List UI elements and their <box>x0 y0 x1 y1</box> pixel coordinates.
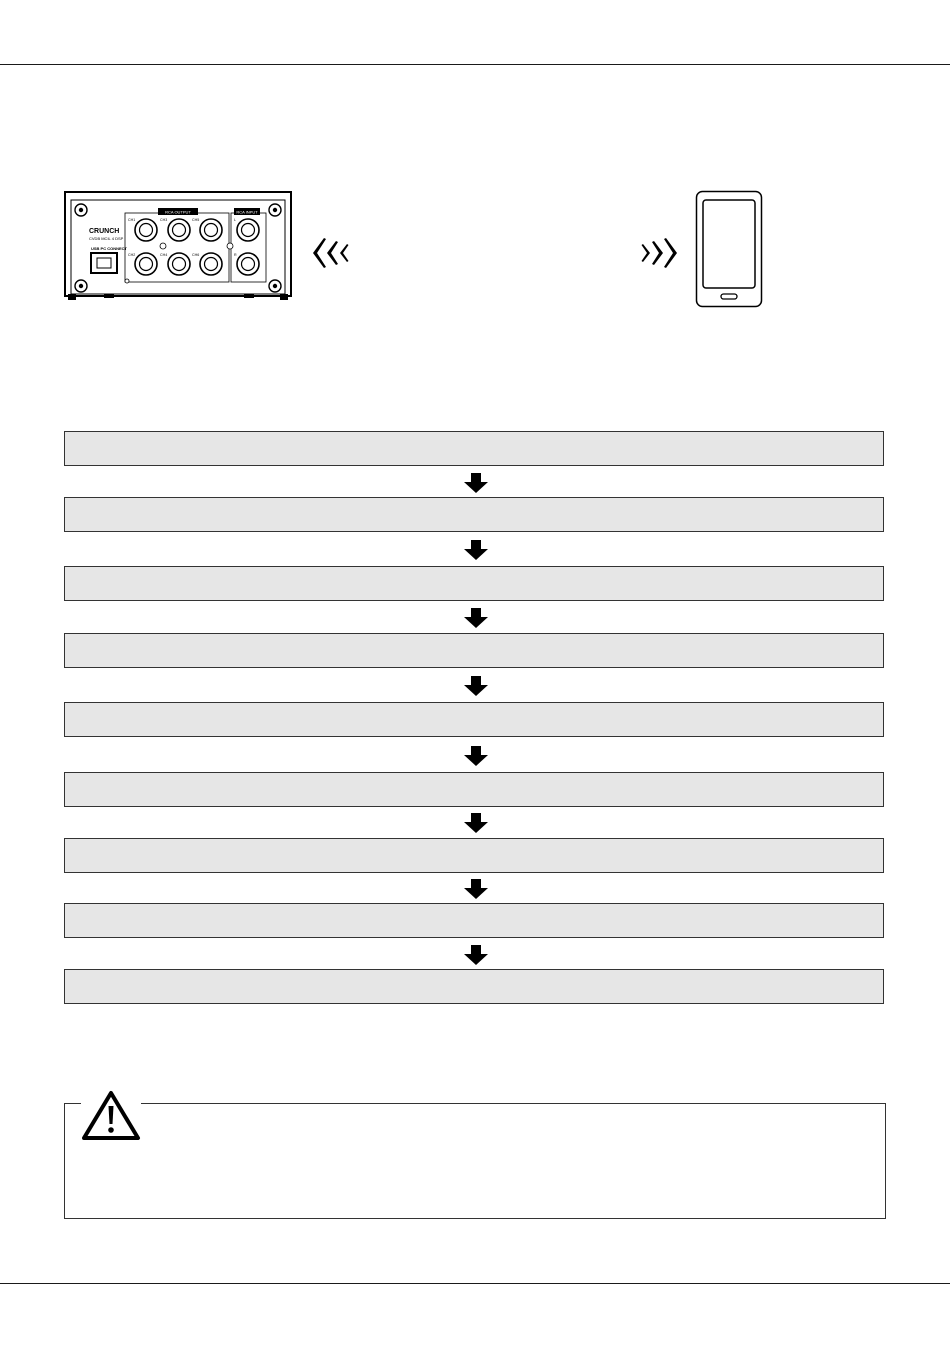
arrow-down-icon <box>464 945 488 965</box>
arrow-down-icon <box>464 676 488 696</box>
arrow-down-icon <box>464 746 488 766</box>
amp-port-label: CH3 <box>160 218 168 222</box>
smartphone-icon <box>695 190 765 308</box>
amp-port-label: CH1 <box>128 218 136 222</box>
amp-rca-output-label: RCA OUTPUT <box>165 209 191 215</box>
warning-box <box>64 1103 886 1219</box>
flow-step-3 <box>64 566 884 601</box>
amp-port-label: CH2 <box>128 253 136 257</box>
arrow-down-icon <box>464 813 488 833</box>
bottom-rule <box>0 1283 950 1284</box>
flow-step-1 <box>64 431 884 466</box>
arrow-down-icon <box>464 540 488 560</box>
amp-brand: CRUNCH <box>89 228 120 235</box>
arrow-down-icon <box>464 879 488 899</box>
amp-port-label: CH6 <box>192 253 200 257</box>
amp-rca-input-label: RCA INPUT <box>236 209 258 215</box>
flow-step-6 <box>64 772 884 807</box>
amp-usb-label: USB PC CONNECT <box>91 246 128 251</box>
flow-step-2 <box>64 497 884 532</box>
amp-port-label: CH4 <box>160 253 168 257</box>
top-rule <box>0 64 950 65</box>
triple-chevron-left-icon <box>310 236 360 270</box>
flow-step-9 <box>64 969 884 1004</box>
triple-chevron-right-icon <box>630 236 680 270</box>
amp-input-label: L <box>234 218 236 222</box>
flow-step-5 <box>64 702 884 737</box>
flow-step-7 <box>64 838 884 873</box>
amp-model: CVDB MCIL 4 DSP <box>89 236 124 241</box>
amplifier-rear-panel-icon <box>64 190 296 304</box>
warning-triangle-icon <box>81 1090 141 1142</box>
amp-port-label: CH5 <box>192 218 200 222</box>
arrow-down-icon <box>464 473 488 493</box>
arrow-down-icon <box>464 608 488 628</box>
amp-input-label: R <box>234 253 237 257</box>
flow-step-4 <box>64 633 884 668</box>
flow-step-8 <box>64 903 884 938</box>
